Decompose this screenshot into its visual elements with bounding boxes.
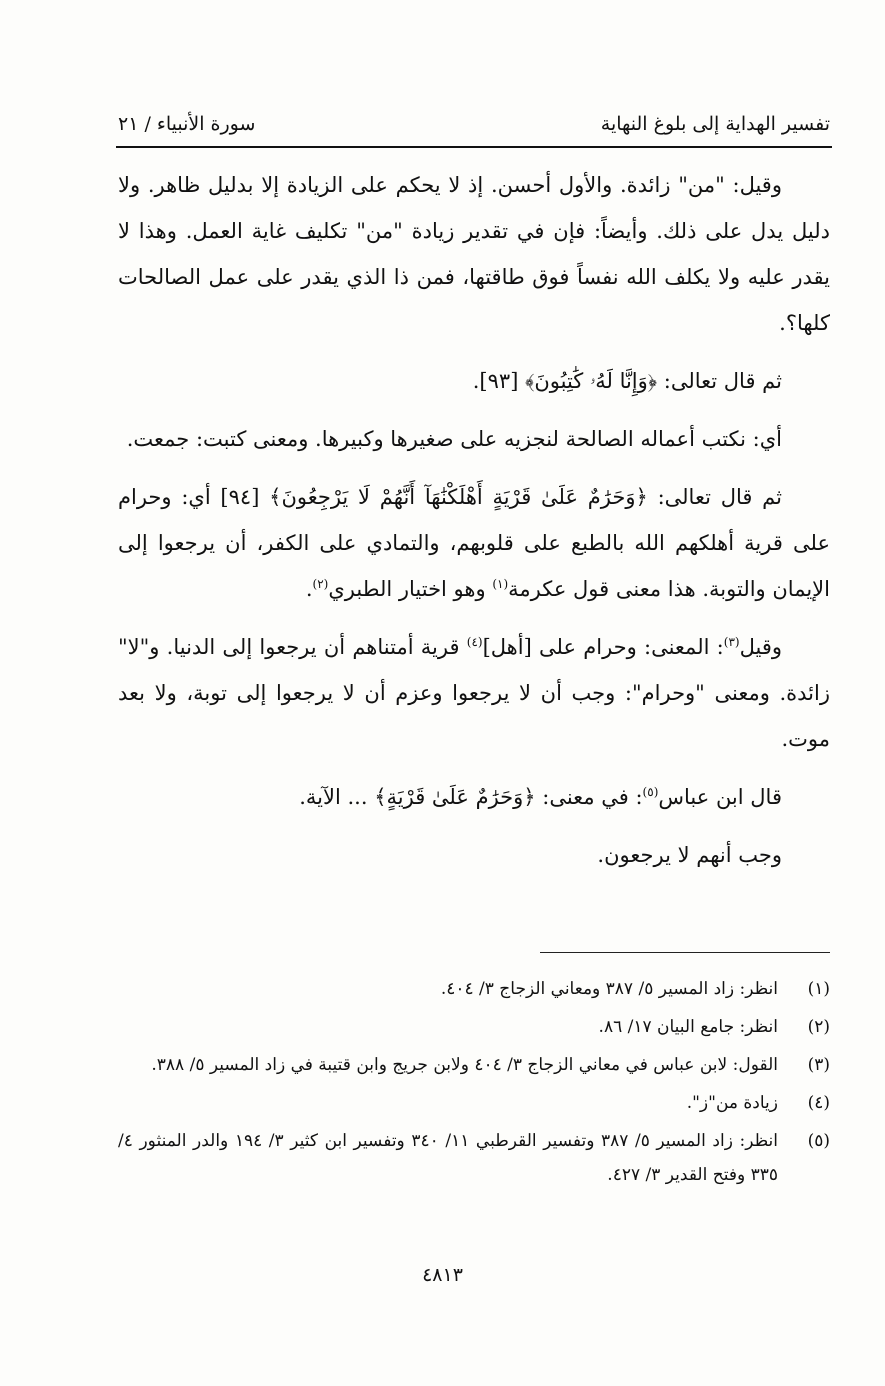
footnote-text: انظر: زاد المسير ٥/ ٣٨٧ وتفسير القرطبي ١١/ ٣٤٠ وتفسير ابن كثير ٣/ ١٩٤ والدر المنثور ٤/ ٣٣٥ وفتح القدير ٣/ ٤٢٧. [118, 1131, 778, 1185]
footnote-text: انظر: جامع البيان ١٧/ ٨٦. [598, 1017, 778, 1037]
text-run: : المعنى: وحرام على [أهل] [482, 635, 724, 659]
surah-label: سورة الأنبياء / ٢١ [118, 113, 256, 135]
footnote-number: (٢) [807, 1017, 830, 1037]
footnote [118, 1124, 830, 1192]
text-run: ... الآية. [299, 785, 375, 809]
header-rule [116, 146, 832, 148]
footnote-ref[interactable]: (١) [492, 577, 509, 591]
footnote-number: (٤) [807, 1093, 830, 1113]
quran-verse: ﴿وَحَرَٰمٌ عَلَىٰ قَرْيَةٍ أَهْلَكْنَٰهَآ أَنَّهُمْ لَا يَرْجِعُونَ﴾ [269, 485, 648, 509]
text-run: قرية أمتناهم أن يرجعوا إلى الدنيا. و"لا" زائدة. ومعنى "وحرام": وجب أن لا يرجعوا وعزم أن لا يرجعوا إلى توبة، ولا بعد موت. [118, 635, 830, 751]
text-run: ثم قال تعالى: [647, 485, 782, 509]
footnote-ref[interactable]: (٢) [312, 577, 329, 591]
paragraph: وقيل: "من" زائدة. والأول أحسن. إذ لا يحكم على الزيادة إلا بدليل ظاهر. ولا دليل يدل على ذلك. وأيضاً: فإن في تقدير زيادة "من" تكليف غاية العمل. وهذا لا يقدر عليه ولا يكلف الله نفساً فوق طاقتها، فمن ذا الذي يقدر على عمل الصالحات كلها؟. [118, 173, 830, 335]
text-run: ثم قال تعالى: [657, 369, 782, 393]
quran-verse: ﴿وَحَرَٰمٌ عَلَىٰ قَرْيَةٍ﴾ [374, 785, 536, 809]
paragraph [118, 358, 830, 404]
footnote-text: زيادة من"ز". [686, 1093, 778, 1113]
footnote-number: (٣) [807, 1055, 830, 1075]
page-number: ٤٨١٣ [422, 1264, 463, 1286]
running-header [118, 104, 830, 144]
paragraph: أي: نكتب أعماله الصالحة لنجزيه على صغيرها وكبيرها. ومعنى كتبت: جمعت. [126, 427, 782, 451]
footnote-separator [540, 952, 830, 953]
text-run: وقيل [739, 635, 782, 659]
footnote [118, 1086, 830, 1120]
footnote-number: (١) [807, 979, 830, 999]
footnote-number: (٥) [807, 1131, 830, 1151]
footnote-ref[interactable]: (٥) [642, 785, 659, 799]
footnote-ref[interactable]: (٤) [466, 635, 483, 649]
footnote [118, 1048, 830, 1082]
text-run: قال ابن عباس [658, 785, 782, 809]
quran-verse: ﴿وَإِنَّا لَهُۥ كَٰتِبُونَ﴾ [525, 369, 658, 393]
text-run: [٩٤] أي: وحرام على قرية أهلكهم الله بالطبع على قلوبهم، والتمادي على الكفر، أن يرجعوا إلى الإيمان والتوبة. هذا معنى قول عكرمة [118, 485, 830, 601]
footnotes [118, 972, 830, 1196]
paragraph [118, 774, 830, 820]
footnote-ref[interactable]: (٣) [723, 635, 740, 649]
main-text [118, 162, 830, 890]
text-run: وهو اختيار الطبري [328, 577, 493, 601]
footnote-text: انظر: زاد المسير ٥/ ٣٨٧ ومعاني الزجاج ٣/ ٤٠٤. [440, 979, 778, 999]
paragraph [118, 474, 830, 612]
footnote [118, 972, 830, 1006]
text-run: [٩٣]. [472, 369, 526, 393]
paragraph: وجب أنهم لا يرجعون. [597, 843, 782, 867]
text-run: : في معنى: [535, 785, 643, 809]
paragraph [118, 624, 830, 762]
book-title: تفسير الهداية إلى بلوغ النهاية [600, 113, 830, 135]
text-run: . [305, 577, 313, 601]
footnote [118, 1010, 830, 1044]
footnote-text: القول: لابن عباس في معاني الزجاج ٣/ ٤٠٤ ولابن جريج وابن قتيبة في زاد المسير ٥/ ٣٨٨. [151, 1055, 778, 1075]
